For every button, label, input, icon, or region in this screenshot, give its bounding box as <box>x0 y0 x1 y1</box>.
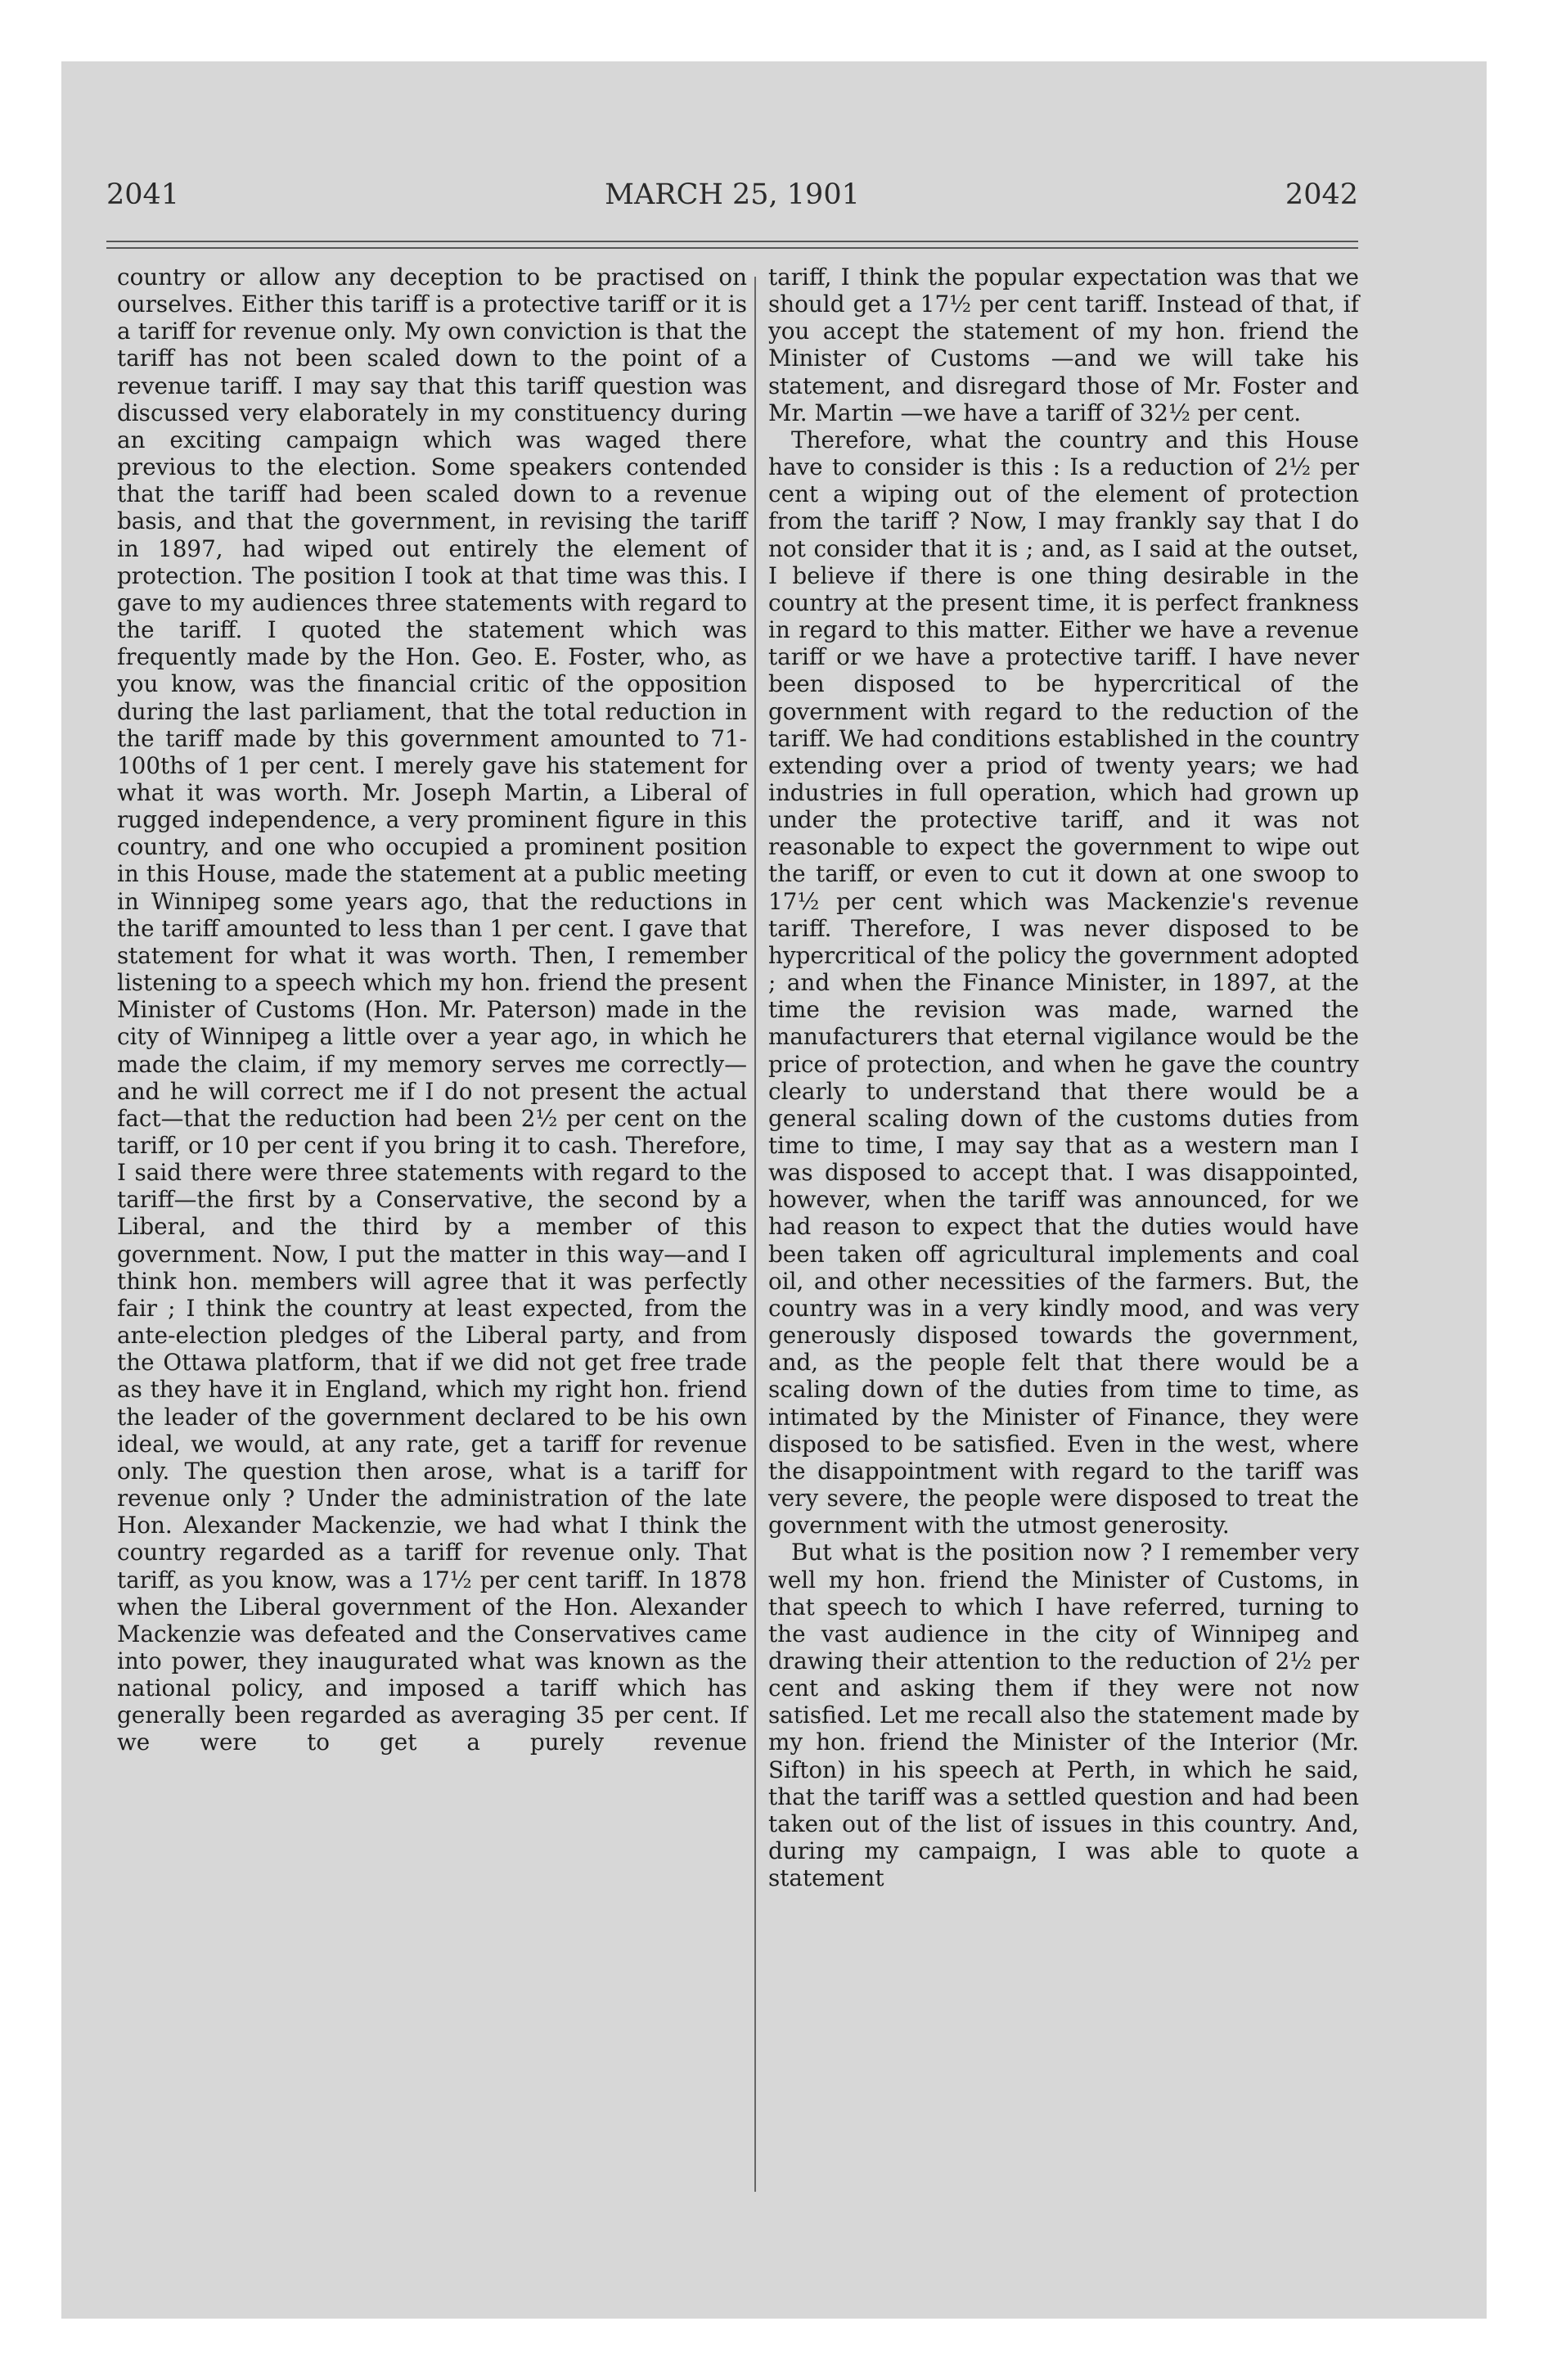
page-date: MARCH 25, 1901 <box>605 178 860 211</box>
paragraph: Therefore, what the country and this House have to consider is this : Is a reduction of 2½ per cent a wiping out of the element of protection from the tariff ? Now, I may frankly say that I do not consider that it is ; and, as I said at the outset, I believe if there is one thing desirable in the country at the present time, it is perfect frankness in regard to this matter. Either we have a revenue tariff or we have a protective tariff. I have never been disposed to be hypercritical of the government with regard to the reduction of the tariff. We had conditions established in the country extending over a priod of twenty years; we had industries in full operation, which had grown up under the protective tariff, and it was not reasonable to expect the government to wipe out the tariff, or even to cut it down at one swoop to 17½ per cent which was Mackenzie's revenue tariff. Therefore, I was never disposed to be hypercritical of the policy the government adopted ; and when the Finance Minister, in 1897, at the time the revision was made, warned the manufacturers that eternal vigilance would be the price of protection, and when he gave the country clearly to understand that there would be a general scaling down of the customs duties from time to time, I may say that as a western man I was disposed to accept that. I was disappointed, however, when the tariff was announced, for we had reason to expect that the duties would have been taken off agricultural implements and coal oil, and other necessities of the farmers. But, the country was in a very kindly mood, and was very generously disposed towards the government, and, as the people felt that there would be a scaling down of the duties from time to time, as intimated by the Minister of Finance, they were disposed to be satisfied. Even in the west, where the disappointment with regard to the tariff was very severe, the people were disposed to treat the government with the utmost generosity. <box>768 426 1359 1539</box>
paragraph: But what is the position now ? I remember very well my hon. friend the Minister of Customs, in that speech to which I have referred, turning to the vast audience in the city of Winnipeg and drawing their attention to the reduction of 2½ per cent and asking them if they were not now satisfied. Let me recall also the statement made by my hon. friend the Minister of the Interior (Mr. Sifton) in his speech at Perth, in which he said, that the tariff was a settled question and had been taken out of the list of issues in this country. And, during my campaign, I was able to quote a statement <box>768 1539 1359 1892</box>
column-divider <box>754 277 756 2192</box>
paragraph: tariff, I think the popular expectation was that we should get a 17½ per cent tariff. Instead of that, if you accept the statement of my hon. friend the Minister of Customs —and we will take his statement, and disregard those of Mr. Foster and Mr. Martin —we have a tariff of 32½ per cent. <box>768 264 1359 426</box>
header-rule-bottom <box>106 247 1358 249</box>
header-rule-top <box>106 241 1358 242</box>
left-column <box>117 264 747 1756</box>
page-header <box>106 178 1358 219</box>
paragraph: country or allow any deception to be practised on ourselves. Either this tariff is a protective tariff or it is a tariff for revenue only. My own conviction is that the tariff has not been scaled down to the point of a revenue tariff. I may say that this tariff question was discussed very elaborately in my constituency during an exciting campaign which was waged there previous to the election. Some speakers contended that the tariff had been scaled down to a revenue basis, and that the government, in revising the tariff in 1897, had wiped out entirely the element of protection. The position I took at that time was this. I gave to my audiences three statements with regard to the tariff. I quoted the statement which was frequently made by the Hon. Geo. E. Foster, who, as you know, was the financial critic of the opposition during the last parliament, that the total reduction in the tariff made by this government amounted to 71-100ths of 1 per cent. I merely gave his statement for what it was worth. Mr. Joseph Martin, a Liberal of rugged independence, a very prominent figure in this country, and one who occupied a prominent position in this House, made the statement at a public meeting in Winnipeg some years ago, that the reductions in the tariff amounted to less than 1 per cent. I gave that statement for what it was worth. Then, I remember listening to a speech which my hon. friend the present Minister of Customs (Hon. Mr. Paterson) made in the city of Winnipeg a little over a year ago, in which he made the claim, if my memory serves me correctly—and he will correct me if I do not present the actual fact—that the reduction had been 2½ per cent on the tariff, or 10 per cent if you bring it to cash. Therefore, I said there were three statements with regard to the tariff—the first by a Conservative, the second by a Liberal, and the third by a member of this government. Now, I put the matter in this way—and I think hon. members will agree that it was perfectly fair ; I think the country at least expected, from the ante-election pledges of the Liberal party, and from the Ottawa platform, that if we did not get free trade as they have it in England, which my right hon. friend the leader of the government declared to be his own ideal, we would, at any rate, get a tariff for revenue only. The question then arose, what is a tariff for revenue only ? Under the administration of the late Hon. Alexander Mackenzie, we had what I think the country regarded as a tariff for revenue only. That tariff, as you know, was a 17½ per cent tariff. In 1878 when the Liberal government of the Hon. Alexander Mackenzie was defeated and the Conservatives came into power, they inaugurated what was known as the national policy, and imposed a tariff which has generally been regarded as averaging 35 per cent. If we were to get a purely revenue <box>117 264 747 1756</box>
page-number-right: 2042 <box>1285 178 1358 211</box>
right-column <box>768 264 1359 1891</box>
page-number-left: 2041 <box>106 178 180 211</box>
